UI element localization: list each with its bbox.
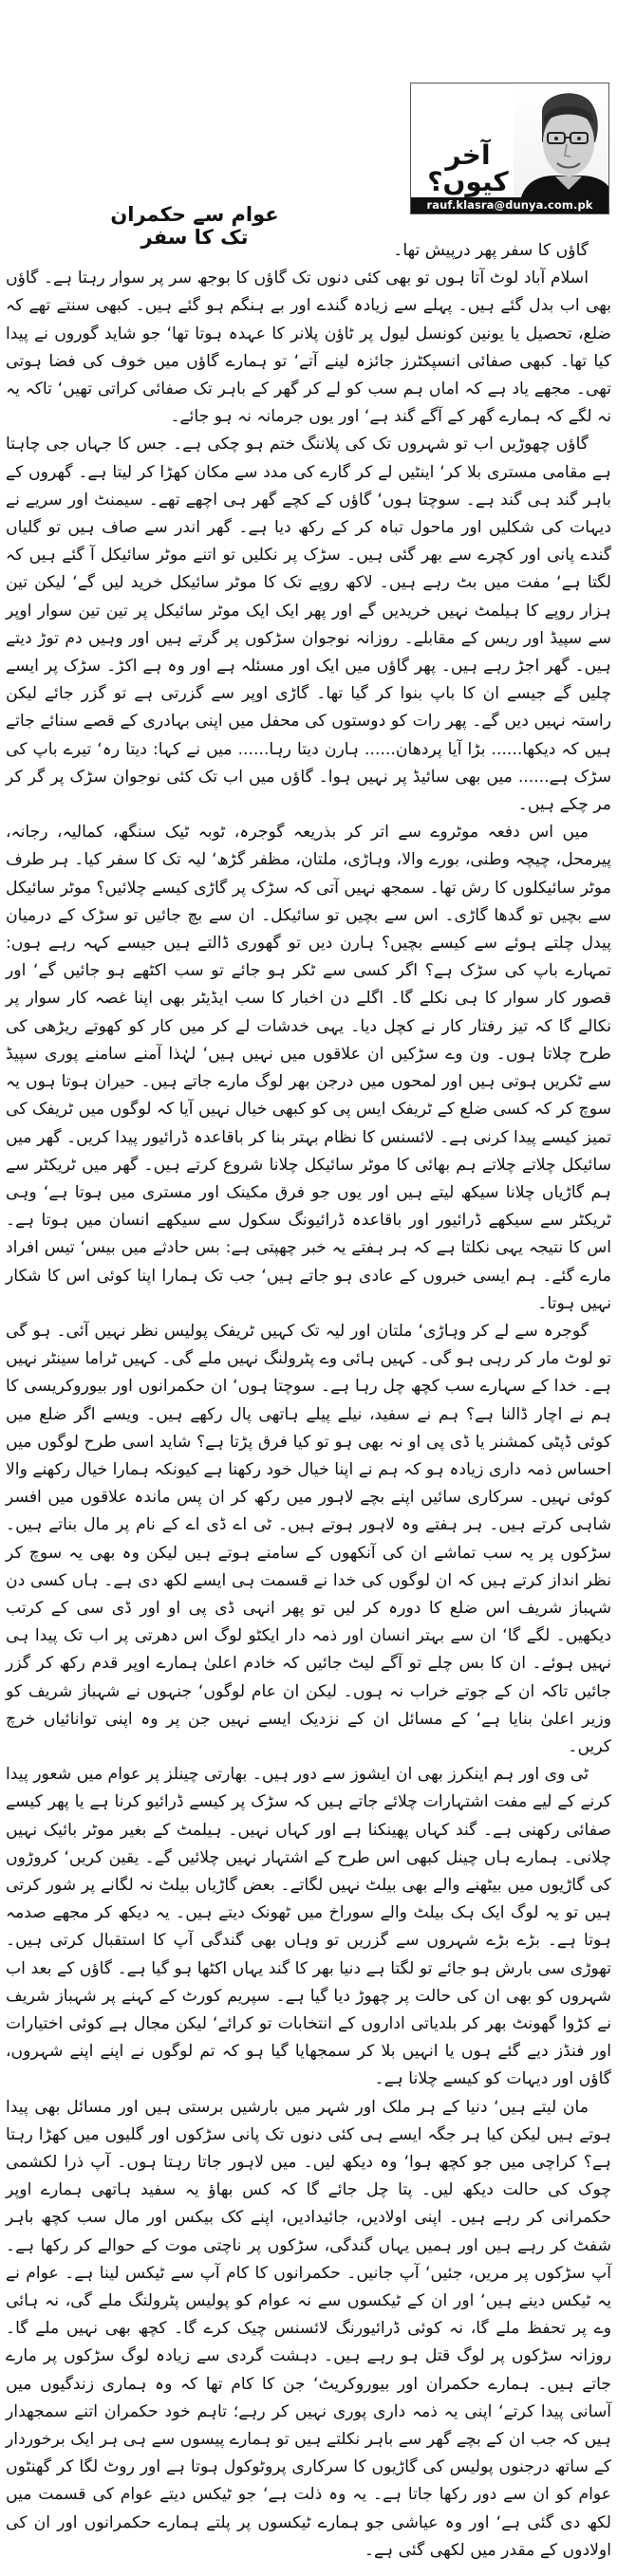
column-byline-box	[410, 83, 609, 214]
article-paragraph: گوجرہ سے لے کر وہاڑی‘ ملتان اور لیہ تک کہیں ٹریفک پولیس نظر نہیں آئی۔ ہو گی تو لوٹ مار کر رہی ہو گی۔ کہیں ہائی وے پٹرولنگ نہیں ملے گی۔ کہیں ٹراما سینٹر نہیں ہے۔ خدا کے سہارے سب کچھ چل رہا ہے۔ سوچتا ہوں‘ ان حکمرانوں اور بیوروکریسی کا ہم نے اچار ڈالنا ہے؟ ہم نے سفید، نیلے پیلے ہاتھی پال رکھے ہیں۔ ویسے اگر ضلع میں کوئی ڈپٹی کمشنر یا ڈی پی او نہ بھی ہو تو کیا فرق پڑتا ہے؟ شاید اسی طرح لوگوں میں احساس ذمہ داری زیادہ ہو کہ ہم نے اپنا خیال خود رکھنا ہے کیونکہ ہمارا خیال رکھنے والا کوئی نہیں۔ سرکاری سائیں اپنے بچے لاہور میں رکھ کر ان پس ماندہ علاقوں میں افسر شاہی کرتے ہیں۔ ہر ہفتے وہ لاہور ہوتے ہیں۔ ٹی اے ڈی اے کے نام پر مال بناتے ہیں۔ سڑکوں پر یہ سب تماشے ان کی آنکھوں کے سامنے ہوتے ہیں لیکن وہ بھی یہ سوچ کر نظر انداز کرتے ہیں کہ ان لوگوں کی خدا نے قسمت ہی ایسے لکھ دی ہے۔ ہاں کسی دن شہباز شریف اس ضلع کا دورہ کر لیں تو پھر انہی ڈی پی او اور ڈی سی کے کرتب دیکھیں۔ لگے گا‘ ان سے بہتر انسان اور ذمہ دار ایکٹو لوگ اس دھرتی پر اب تک پیدا ہی نہیں ہوئے۔ ان کا بس چلے تو آگے لیٹ جائیں کہ خادم اعلیٰ ہمارے اوپر قدم رکھ کر گزر جائیں تاکہ ان کے جوتے خراب نہ ہوں۔ لیکن ان عام لوگوں‘ جنہوں نے شہباز شریف کو وزیر اعلیٰ بنایا ہے‘ کے مسائل ان کے نزدیک ایسے نہیں جن پر وہ اپنی توانائیاں خرچ کریں۔	[6, 1321, 611, 1756]
article-paragraph: گاؤں کا سفر پھر درپیش تھا۔	[393, 241, 589, 260]
article-body	[6, 237, 611, 2565]
article-paragraph: میں اس دفعہ موٹروے سے اتر کر بذریعہ گوجرہ، ٹوبہ ٹیک سنگھ، کمالیہ، رجانہ، پیرمحل، چیچہ وطنی، بورے والا، وہاڑی، ملتان، مظفر گڑھ‘ لیہ تک کا سفر کیا۔ ہر طرف موٹر سائیکلوں کا رش تھا۔ سمجھ نہیں آتی کہ سڑک پر گاڑی کیسے چلائیں؟ موٹر سائیکل سے بچیں تو گدھا گاڑی۔ اس سے بچیں تو سائیکل۔ ان سے بچ جائیں تو سڑک کے درمیان پیدل چلتے ہوئے سے کیسے بچیں؟ ہارن دیں تو گھوری ڈالتے ہیں جیسے کہہ رہے ہوں: تمہارے باپ کی سڑک ہے؟ اگر کسی سے ٹکر ہو جائے تو سب اکٹھے ہو جائیں گے‘ اور قصور کار سوار کا ہی نکلے گا۔ اگلے دن اخبار کا سب ایڈیٹر بھی اپنا غصہ کار سوار پر نکالے گا کہ تیز رفتار کار نے کچل دیا۔ یہی خدشات لے کر میں کار کو کھوتے ریڑھی کی طرح چلاتا ہوں۔ ون وے سڑکیں ان علاقوں میں نہیں ہیں‘ لہٰذا آمنے سامنے پوری سپیڈ سے ٹکریں ہوتی ہیں اور لمحوں میں درجن بھر لوگ مارے جاتے ہیں۔ حیران ہوتا ہوں یہ سوچ کر کہ کسی ضلع کے ٹریفک ایس پی کو کبھی خیال نہیں آیا کہ لوگوں میں ٹریفک کی تمیز کیسے پیدا کرنی ہے۔ لائسنس کا نظام بہتر بنا کر باقاعدہ ڈرائیور پیدا کریں۔ گھر میں سائیکل چلاتے چلاتے ہم بھائی کا موٹر سائیکل چلانا شروع کرتے ہیں۔ گھر میں ٹریکٹر سے ہم گاڑیاں چلانا سیکھ لیتے ہیں اور یوں جو فرق مکینک اور مستری میں ہوتا ہے‘ وہی ٹریکٹر سے سیکھے ڈرائیور اور باقاعدہ ڈرائیونگ سکول سے سیکھے انسان میں ہوتا ہے۔ اس کا نتیجہ یہی نکلتا ہے کہ ہر ہفتے یہ خبر چھپتی ہے: بس حادثے میں بیس‘ تیس افراد مارے گئے۔ ہم ایسی خبروں کے عادی ہو جاتے ہیں‘ جب تک ہمارا اپنا کوئی اس کا شکار نہیں ہوتا۔	[6, 823, 611, 1313]
article-paragraph: ٹی وی اور ہم اینکرز بھی ان ایشوز سے دور ہیں۔ بھارتی چینلز پر عوام میں شعور پیدا کرنے کے لیے مفت اشتہارات چلائے جاتے ہیں کہ سڑک پر کیسے ڈرائیو کرنا ہے یا پھر کیسے صفائی رکھنی ہے۔ گند کہاں پھینکنا ہے اور کہاں نہیں۔ ہیلمٹ کے بغیر موٹر بائیک نہیں چلانی۔ ہمارے ہاں چینل کبھی اس طرح کے اشتہار نہیں چلائیں گے۔ یقین کریں‘ کروڑوں کی گاڑیوں میں بیٹھنے والے بھی بیلٹ نہیں لگاتے۔ بعض گاڑیاں بیلٹ نہ لگانے پر شور کرتی ہیں تو یہ لوگ ایک ہک بیلٹ والے سوراخ میں ٹھونک دیتے ہیں۔ یہ دیکھ کر مجھے صدمہ ہوتا ہے۔ بڑے بڑے شہروں سے گزریں تو وہاں بھی گندگی آپ کا استقبال کرتی ہیں۔ تھوڑی سی بارش ہو جائے تو لگتا ہے دنیا بھر کا گند یہاں اکٹھا ہو گیا ہے۔ گاؤں کے بعد اب شہروں کو بھی ان کی حالت پر چھوڑ دیا گیا ہے۔ سپریم کورٹ کے کہنے پر شہباز شریف نے کڑوا گھونٹ بھر کر بلدیاتی اداروں کے انتخابات تو کرائے‘ لیکن مجال ہے کوئی اختیارات اور فنڈز دیے گئے ہوں یا انہیں بلا کر سمجھایا گیا ہو کہ تم لوگوں نے اپنے اپنے شہروں، گاؤں اور دیہات کو کیسے چلانا ہے۔	[6, 1765, 611, 2089]
author-email-link[interactable]: rauf.klasra@dunya.com.pk	[411, 197, 608, 213]
article-paragraph: اسلام آباد لوٹ آتا ہوں تو بھی کئی دنوں تک گاؤں کا بوجھ سر پر سوار رہتا ہے۔ گاؤں بھی اب بدل گئے ہیں۔ پہلے سے زیادہ گندے اور بے ہنگم ہو گئے ہیں۔ کبھی سنتے تھے کہ ضلع، تحصیل یا یونین کونسل لیول پر ٹاؤن پلانر کا عہدہ ہوتا تھا‘ جو شاید گوروں نے پیدا کیا تھا۔ کبھی صفائی انسپکٹرز جائزہ لینے آتے‘ تو ہمارے گاؤں میں خوف کی فضا ہوتی تھی۔ مجھے یاد ہے کہ اماں ہم سب کو لے کر گھر کے باہر تک صفائی کراتی تھیں‘ تاکہ یہ نہ لگے کہ ہمارے گھر کے آگے گند ہے‘ اور یوں جرمانہ نہ ہو جائے۔	[6, 269, 611, 427]
author-portrait-icon	[514, 83, 609, 197]
article-headline: عوام سے حکمران تک کا سفر	[110, 203, 279, 250]
article-paragraph: گاؤں چھوڑیں اب تو شہروں تک کی پلاننگ ختم ہو چکی ہے۔ جس کا جہاں جی چاہتا ہے مقامی مستری بلا کر‘ اینٹیں لے کر گارے کی مدد سے مکان کھڑا کر لیتا ہے۔ گھروں کے باہر گند ہی گند ہے۔ سوچتا ہوں‘ گاؤں کے کچے گھر ہی اچھے تھے۔ سیمنٹ اور سریے نے دیہات کی شکلیں اور ماحول تباہ کر کے رکھ دیا ہے۔ گھر اندر سے صاف ہیں تو گلیاں گندے پانی اور کچرے سے بھر گئی ہیں۔ سڑک پر نکلیں تو اتنے موٹر سائیکل آ گئے ہیں کہ لگتا ہے‘ مفت میں بٹ رہے ہیں۔ لاکھ روپے تک کا موٹر سائیکل خرید لیں گے‘ لیکن تین ہزار روپے کا ہیلمٹ نہیں خریدیں گے اور پھر ایک ایک موٹر سائیکل پر تین تین سوار اوپر سے سپیڈ اور ریس کے مقابلے۔ روزانہ نوجوان سڑکوں پر گرتے ہیں اور وہیں دم توڑ دیتے ہیں۔ گھر اجڑ رہے ہیں۔ پھر گاؤں میں ایک اور مسئلہ ہے اور وہ ہے اکڑ۔ سڑک پر ایسے چلیں گے جیسے ان کا باپ بنوا کر گیا تھا۔ گاڑی اوپر سے گزرتی ہے تو گزر جائے لیکن راستہ نہیں دیں گے۔ پھر رات کو دوستوں کی محفل میں اپنی بہادری کے قصے سنائے جاتے ہیں کہ دیکھا...... بڑا آیا پردھان...... ہارن دیتا رہا...... میں نے کہا: دیتا رہ‘ تیرے باپ کی سڑک ہے...... میں بھی سائیڈ پر نہیں ہوا۔ گاؤں میں اب تک کئی نوجوان سڑک پر گر کر مر چکے ہیں۔	[6, 435, 611, 815]
article-paragraph: مان لیتے ہیں‘ دنیا کے ہر ملک اور شہر میں بارشیں برستی ہیں اور مسائل بھی پیدا ہوتے ہیں لیکن کیا ہر جگہ ایسے ہی کئی دنوں تک پانی سڑکوں اور گلیوں میں کھڑا رہتا ہے؟ کراچی میں جو کچھ ہوا‘ وہ دیکھ لیں۔ میں لاہور جاتا رہتا ہوں۔ آپ ذرا لکشمی چوک کی حالت دیکھ لیں۔ پتا چل جائے گا کہ کس بھاؤ یہ سفید ہاتھی ہمارے اوپر حکمرانی کر رہے ہیں۔ اپنی اولادیں، جائیدادیں، اپنے کک بیکس اور مال سب کچھ باہر شفٹ کر رہے ہیں اور ہمیں یہاں گندگی، سڑکوں پر ناچتی موت کے حوالے کر رکھا ہے۔ آپ سڑکوں پر مریں، جئیں‘ آپ جانیں۔ حکمرانوں کا کام آپ سے ٹیکس لینا ہے۔ عوام نے یہ ٹیکس دینے ہیں‘ اور ان کے ٹیکسوں سے نہ عوام کو پولیس پٹرولنگ ملے گی، نہ ہائی وے پر تحفظ ملے گا، نہ کوئی ڈرائیورنگ لائسنس چیک کرے گا۔ کچھ بھی نہیں ملے گا۔ روزانہ سڑکوں پر لوگ قتل ہو رہے ہیں۔ دہشت گردی سے زیادہ لوگ سڑکوں پر مارے جاتے ہیں۔ ہمارے حکمران اور بیوروکریٹ‘ جن کا کام تھا کہ وہ ہماری زندگیوں میں آسانی پیدا کرتے‘ اپنی یہ ذمہ داری پوری نہیں کر رہے؛ تاہم خود حکمران اتنے سمجھدار ہیں کہ جب ان کے بچے گھر سے باہر نکلتے ہیں تو ہمارے پیسوں سے ہی ہر ایک برخوردار کے ساتھ درجنوں پولیس کی گاڑیوں کا سرکاری پروٹوکول ہوتا ہے اور روٹ لگا کر گھنٹوں عوام کو ان سے دور رکھا جاتا ہے۔ یہ وہ ذلت ہے‘ جو ٹیکس دیتے عوام کی قسمت میں لکھ دی گئی ہے‘ اور وہ عیاشی جو ہمارے ٹیکسوں پر پلتے ہمارے حکمرانوں اور ان کی اولادوں کے مقدر میں لکھی گئی ہے۔	[6, 2097, 611, 2560]
column-name: آخر کیوں؟	[427, 139, 509, 197]
